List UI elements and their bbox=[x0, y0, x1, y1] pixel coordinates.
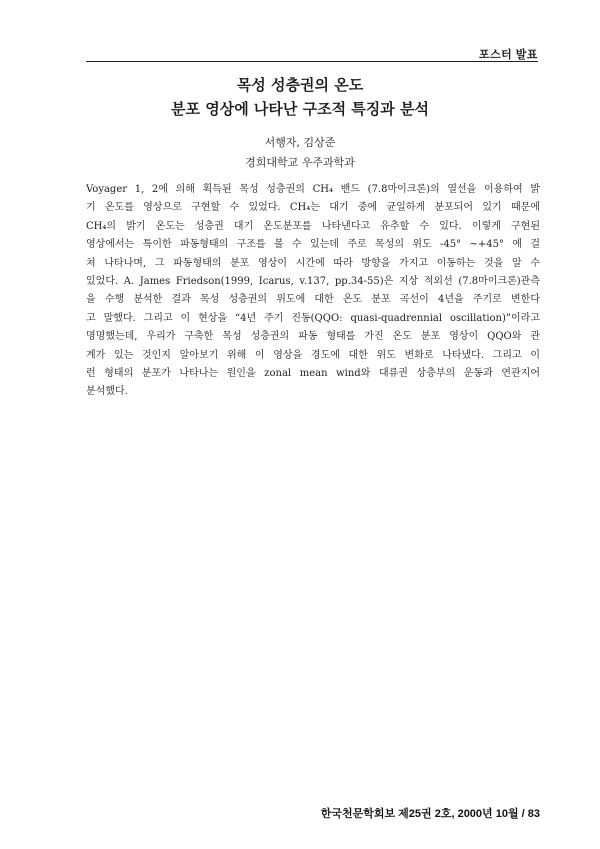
author-block bbox=[0, 133, 600, 173]
abstract-line: 고 말했다. 그리고 이 현상을 “4년 주기 진동(QQO: quasi-quadrennial oscillation)”이라고 bbox=[86, 312, 540, 324]
journal-citation-footer: 한국천문학회보 제25권 2호, 2000년 10월 / 83 bbox=[320, 808, 540, 820]
abstract-line: 계가 있는 것인지 알아보기 위해 이 영상을 경도에 대한 위도 변화로 나타냈다. 그리고 이 bbox=[86, 349, 540, 361]
abstract-line: 을 수행 분석한 결과 목성 성층권의 위도에 대한 온도 분포 곡선이 4년을 주기로 변한다 bbox=[86, 294, 540, 306]
abstract-line: 명명했는데, 우리가 구축한 목성 성층권의 파동 형태를 가진 온도 분포 영상이 QQO와 관 bbox=[86, 331, 540, 343]
abstract-line: 영상에서는 특이한 파동형태의 구조를 볼 수 있는데 주로 목성의 위도 -45° ~+45° 에 걸 bbox=[86, 239, 540, 251]
header-rule bbox=[86, 61, 538, 62]
title-line-2: 분포 영상에 나타난 구조적 특징과 분석 bbox=[171, 100, 429, 118]
section-label: 포스터 발표 bbox=[478, 49, 538, 61]
author-names: 서행자, 김상준 bbox=[264, 136, 336, 149]
title-line-1: 목성 성층권의 온도 bbox=[236, 76, 364, 94]
abstract-line: 런 형태의 분포가 나타나는 원인을 zonal mean wind와 대류권 상층부의 운동과 연관지어 bbox=[86, 367, 540, 379]
abstract-line: 쳐 나타나며, 그 파동형태의 분포 영상이 시간에 따라 방향을 가지고 이동하는 것을 알 수 bbox=[86, 257, 540, 269]
paper-title bbox=[0, 73, 600, 121]
author-affiliation: 경희대학교 우주과학과 bbox=[245, 156, 355, 169]
abstract-line: CH₄의 밝기 온도는 성층권 대기 온도분포를 나타낸다고 유추할 수 있다. 이렇게 구현된 bbox=[86, 220, 540, 232]
abstract-line: Voyager 1, 2에 의해 획득된 목성 성층권의 CH₄ 밴드 (7.8마이크론)의 열선을 이용하여 밝 bbox=[86, 184, 540, 195]
abstract-body bbox=[86, 181, 540, 402]
abstract-line: 있었다. A. James Friedson(1999, Icarus, v.137, pp.34-55)은 지상 적외선 (7.8마이크론)관측 bbox=[86, 275, 540, 287]
abstract-line: 분석했다. bbox=[86, 386, 128, 398]
abstract-line: 기 온도를 영상으로 구현할 수 있었다. CH₄는 대기 중에 균일하게 분포되어 있기 때문에 bbox=[86, 202, 540, 214]
